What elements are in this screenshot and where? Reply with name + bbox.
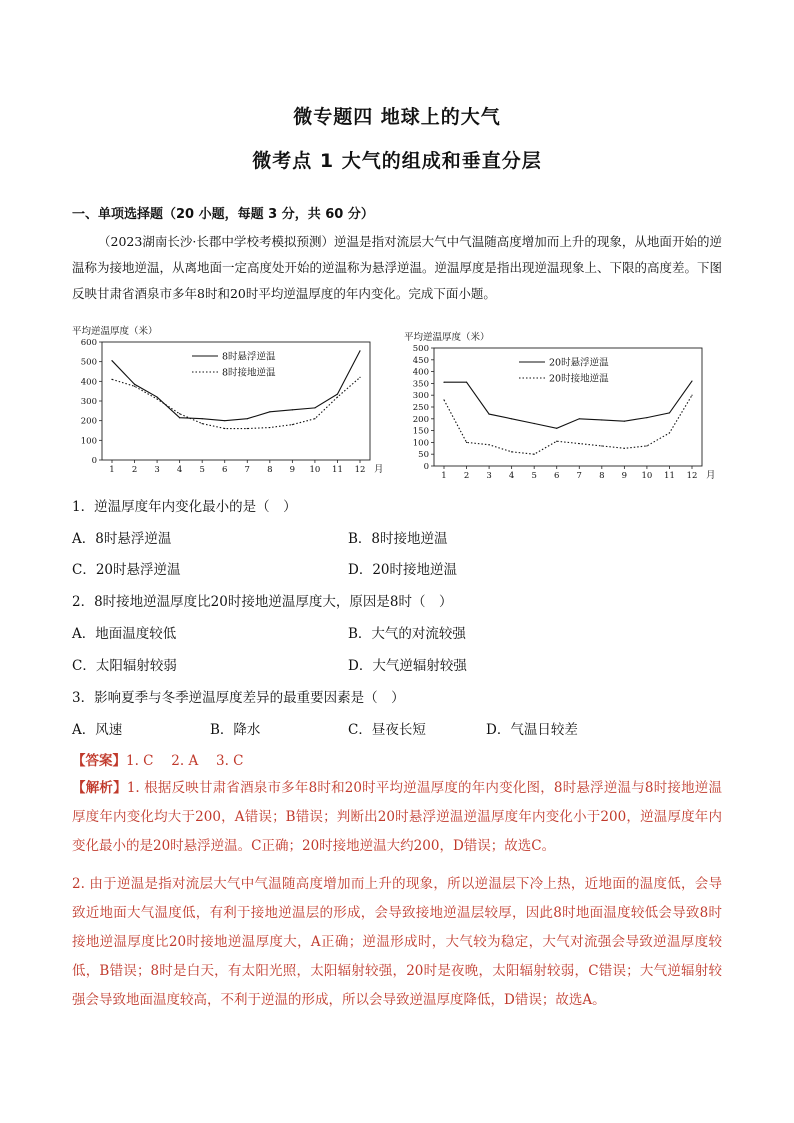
answer-text: 1. C 2. A 3. C [126, 753, 244, 769]
page-title: 微专题四 地球上的大气 [293, 106, 501, 128]
answer-line [72, 749, 244, 769]
question-1-option-a[interactable]: A．8时悬浮逆温 [72, 531, 172, 547]
data-point [511, 451, 512, 452]
y-tick-label: 50 [418, 450, 429, 461]
data-point [691, 395, 692, 396]
y-tick-label: 500 [412, 344, 429, 354]
data-point [511, 418, 512, 419]
y-tick-label: 0 [91, 456, 97, 466]
data-point [269, 427, 270, 428]
data-point [646, 445, 647, 446]
data-point [579, 418, 580, 419]
data-point [466, 442, 467, 443]
x-tick-label: 10 [641, 471, 653, 480]
y-tick-label: 400 [412, 367, 429, 378]
chart-xlabel: 月 [374, 464, 384, 474]
x-tick-label: 1 [441, 471, 447, 480]
question-2-option-d[interactable]: D．大气逆辐射较强 [348, 658, 467, 674]
y-tick-label: 400 [80, 377, 97, 388]
data-point [443, 382, 444, 383]
data-point [292, 409, 293, 410]
legend-label: 20时悬浮逆温 [549, 357, 609, 369]
data-point [466, 382, 467, 383]
x-tick-label: 8 [267, 465, 273, 474]
data-point [134, 386, 135, 387]
y-tick-label: 200 [80, 416, 97, 427]
data-point [202, 423, 203, 424]
x-tick-label: 12 [354, 465, 366, 474]
data-point [134, 384, 135, 385]
data-point [691, 380, 692, 381]
page-subtitle: 微考点 1 大气的组成和垂直分层 [252, 150, 542, 172]
x-tick-label: 6 [222, 465, 228, 474]
question-1-option-c[interactable]: C．20时悬浮逆温 [72, 562, 181, 578]
y-tick-label: 200 [412, 414, 429, 425]
x-tick-label: 11 [332, 465, 343, 474]
y-tick-label: 100 [412, 438, 429, 449]
data-point [111, 360, 112, 361]
data-point [359, 350, 360, 351]
data-point [488, 444, 489, 445]
data-point [202, 418, 203, 419]
question-3-option-d[interactable]: D．气温日较差 [486, 722, 578, 738]
y-tick-label: 300 [412, 391, 429, 402]
data-point [292, 424, 293, 425]
series-line-2 [444, 395, 692, 454]
y-tick-label: 300 [80, 397, 97, 407]
question-2-option-b[interactable]: B．大气的对流较强 [348, 626, 466, 642]
x-tick-label: 3 [154, 465, 160, 474]
x-tick-label: 9 [621, 471, 628, 480]
x-tick-label: 10 [309, 465, 321, 474]
y-tick-label: 500 [80, 357, 97, 368]
answer-label: 【答案】 [72, 753, 126, 769]
question-2-option-a[interactable]: A．地面温度较低 [72, 626, 177, 642]
legend-label: 8时悬浮逆温 [222, 351, 276, 363]
chart-ylabel: 平均逆温厚度（米） [404, 332, 490, 343]
x-tick-label: 7 [576, 471, 582, 480]
data-point [179, 417, 180, 418]
chart-20h [402, 328, 722, 480]
chart-8h [70, 322, 390, 474]
x-tick-label: 2 [131, 465, 138, 474]
data-point [359, 377, 360, 378]
x-tick-label: 6 [554, 471, 560, 480]
data-point [156, 396, 157, 397]
section-heading: 一、单项选择题（20 小题，每题 3 分，共 60 分） [72, 207, 374, 222]
data-point [488, 413, 489, 414]
chart-ylabel: 平均逆温厚度（米） [72, 326, 158, 337]
question-2-stem: 2．8时接地逆温厚度比20时接地逆温厚度大，原因是8时（ ） [72, 594, 453, 610]
data-point [669, 432, 670, 433]
data-point [669, 412, 670, 413]
data-point [224, 420, 225, 421]
data-point [111, 379, 112, 380]
data-point [624, 448, 625, 449]
x-tick-label: 9 [289, 465, 296, 474]
data-point [556, 428, 557, 429]
question-passage: （2023湖南长沙·长郡中学校考模拟预测）逆温是指对流层大气中气温随高度增加而上升的现象，从地面开始的逆温称为接地逆温，从离地面一定高度处开始的逆温称为悬浮逆温。逆温厚度是指出现逆温现象上、下限的高度差。下图反映甘肃省酒泉市多年8时和20时平均逆温厚度的年内变化。完成下面小题。 [72, 234, 723, 301]
data-point [646, 417, 647, 418]
series-line-1 [444, 381, 692, 428]
x-tick-label: 4 [508, 471, 515, 480]
question-1-stem: 1．逆温厚度年内变化最小的是（ ） [72, 499, 297, 515]
y-tick-label: 0 [423, 462, 429, 472]
data-point [556, 441, 557, 442]
y-tick-label: 600 [80, 338, 97, 348]
x-tick-label: 1 [109, 465, 115, 474]
x-tick-label: 3 [486, 471, 492, 480]
data-point [601, 419, 602, 420]
question-2-option-c[interactable]: C．太阳辐射较弱 [72, 658, 177, 674]
question-1-option-b[interactable]: B．8时接地逆温 [348, 531, 448, 547]
question-3-stem: 3．影响夏季与冬季逆温厚度差异的最重要因素是（ ） [72, 690, 405, 706]
question-3-option-c[interactable]: C．昼夜长短 [348, 722, 426, 738]
data-point [443, 399, 444, 400]
y-tick-label: 450 [412, 355, 429, 366]
data-point [247, 428, 248, 429]
analysis-1 [72, 774, 722, 861]
data-point [314, 407, 315, 408]
data-point [337, 396, 338, 397]
data-point [579, 443, 580, 444]
y-tick-label: 150 [412, 426, 429, 437]
question-3-option-b[interactable]: B．降水 [210, 722, 261, 738]
x-tick-label: 5 [531, 471, 537, 480]
data-point [314, 418, 315, 419]
data-point [601, 445, 602, 446]
data-point [269, 411, 270, 412]
analysis-label: 【解析】 [72, 780, 127, 796]
data-point [179, 413, 180, 414]
x-tick-label: 8 [599, 471, 605, 480]
data-point [534, 454, 535, 455]
question-1-option-d[interactable]: D．20时接地逆温 [348, 562, 458, 578]
y-tick-label: 100 [80, 436, 97, 447]
x-tick-label: 11 [664, 471, 675, 480]
data-point [224, 428, 225, 429]
legend-label: 20时接地逆温 [549, 373, 609, 385]
data-point [247, 418, 248, 419]
chart-xlabel: 月 [706, 470, 716, 480]
x-tick-label: 2 [463, 471, 470, 480]
analysis-1-text: 1. 根据反映甘肃省酒泉市多年8时和20时平均逆温厚度的年内变化图，8时悬浮逆温与8时接地逆温厚度年内变化均大于200，A错误；B错误；判断出20时悬浮逆温逆温厚度年内变化小于200，逆温厚度年内变化最小的是20时悬浮逆温。C正确；20时接地逆温大约200，D错误；故选C。 [72, 780, 723, 854]
legend-label: 8时接地逆温 [222, 367, 276, 379]
x-tick-label: 5 [199, 465, 205, 474]
data-point [624, 421, 625, 422]
y-tick-label: 350 [412, 379, 429, 390]
question-3-option-a[interactable]: A．风速 [72, 722, 123, 738]
x-tick-label: 12 [686, 471, 698, 480]
data-point [534, 423, 535, 424]
data-point [337, 394, 338, 395]
x-tick-label: 4 [176, 465, 183, 474]
analysis-2: 2. 由于逆温是指对流层大气中气温随高度增加而上升的现象，所以逆温层下冷上热，近地面的温度低，会导致近地面大气温度低，有利于接地逆温层的形成，会导致接地逆温层较厚，因此8时地面温度较低会导致8时接地逆温厚度比20时接地逆温厚度大，A正确；逆温形成时，大气较为稳定，大气对流强会导致逆温厚度较低，B错误；8时是白天，有太阳光照，太阳辐射较强，20时是夜晚，太阳辐射较弱，C错误；大气逆辐射较强会导致地面温度较高，不利于逆温的形成，所以会导致逆温厚度降低，D错误；故选A。 [72, 876, 722, 1008]
y-tick-label: 250 [412, 403, 429, 413]
data-point [156, 398, 157, 399]
x-tick-label: 7 [244, 465, 250, 474]
